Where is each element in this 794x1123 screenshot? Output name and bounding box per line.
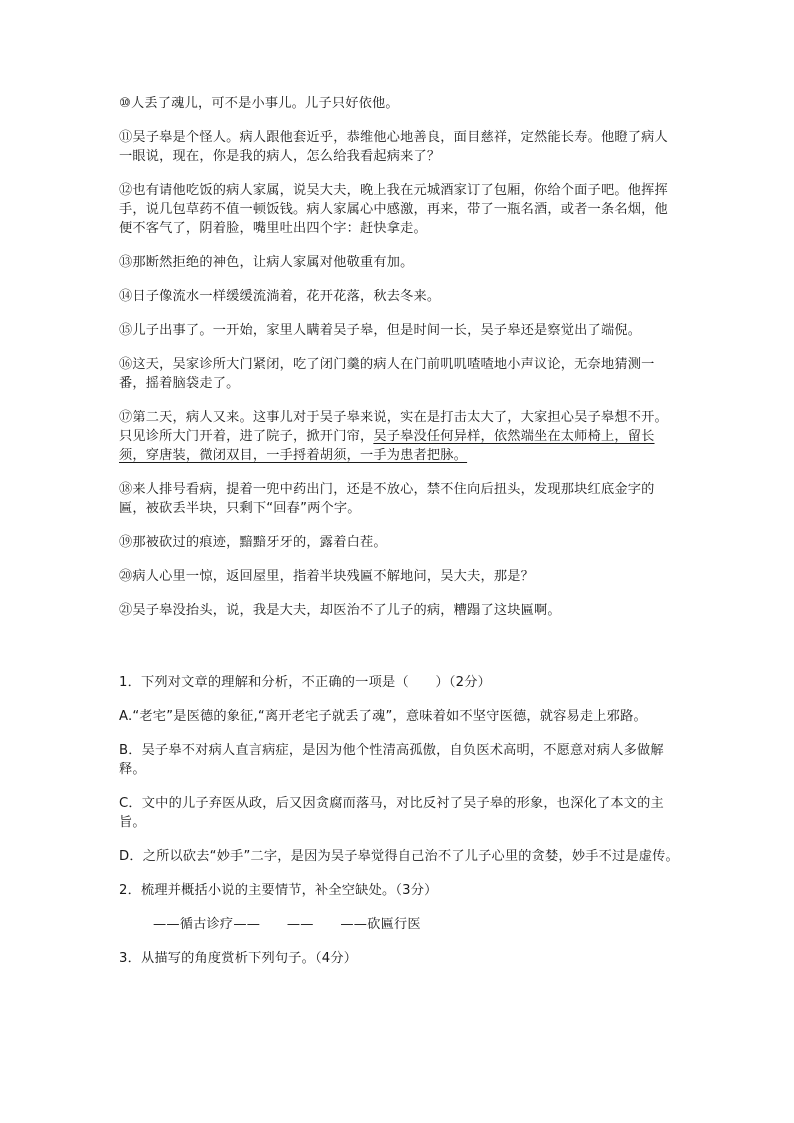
option-a: A.“老宅”是医德的象征,“离开老宅子就丢了魂”，意味着如不坚守医德，就容易走上邪路。 [119,709,647,724]
plot-summary-blanks: ——循古诊疗—— —— ——砍匾行医 [153,917,421,932]
question-1: 1．下列对文章的理解和分析，不正确的一项是（ ）（2分） [119,675,492,690]
paragraph-10: ⑩人丢了魂儿，可不是小事儿。儿子只好依他。 [119,96,399,111]
paragraph-16: ⑯这天，吴家诊所大门紧闭，吃了闭门羹的病人在门前叽叽喳喳地小声议论，无奈地猜测一番，摇着脑袋走了。 [119,357,655,391]
paragraph-12: ⑫也有请他吃饭的病人家属，说吴大夫，晚上我在元城酒家订了包厢，你给个面子吧。他挥挥手，说几包草药不值一顿饭钱。病人家属心中感激，再来，带了一瓶名酒，或者一条名烟，他便不客气了，阴着脸，嘴里吐出四个字：赶快拿走。 [119,183,668,236]
paragraph-20: ⑳病人心里一惊，返回屋里，指着半块残匾不解地问，吴大夫，那是？ [119,569,535,584]
section-gap [119,635,679,673]
question-3: 3．从描写的角度赏析下列句子。（4分） [119,951,358,966]
paragraph-18: ⑱来人排号看病，提着一兜中药出门，还是不放心，禁不住向后扭头，发现那块红底金字的匾，被砍丢半块，只剩下“回春”两个字。 [119,482,655,516]
paragraph-13: ⑬那断然拒绝的神色，让病人家属对他敬重有加。 [119,255,414,270]
paragraph-14: ⑭日子像流水一样缓缓流淌着，花开花落，秋去冬来。 [119,289,441,304]
paragraph-17 [119,408,679,465]
paragraph-21: ㉑吴子皋没抬头，说，我是大夫，却医治不了儿子的病，糟蹋了这块匾啊。 [119,603,561,618]
option-b: B．吴子皋不对病人直言病症，是因为他个性清高孤傲，自负医术高明，不愿意对病人多做解释。 [119,743,664,777]
paragraph-17-plain: ⑰第二天，病人又来。这事儿对于吴子皋来说，实在是打击太大了，大家担心吴子皋想不开。只见诊所大门开着，进了院子，掀开门帘， [119,410,668,444]
option-c: C．文中的儿子弃医从政，后又因贪腐而落马，对比反衬了吴子皋的形象，也深化了本文的主旨。 [119,796,664,830]
paragraph-19: ⑲那被砍过的痕迹，黯黯牙牙的，露着白茬。 [119,535,387,550]
document-page [119,94,679,983]
option-d: D．之所以砍去“妙手”二字，是因为吴子皋觉得自己治不了儿子心里的贪婪，妙手不过是虚传。 [119,849,679,864]
paragraph-11: ⑪吴子皋是个怪人。病人跟他套近乎，恭维他心地善良，面目慈祥，定然能长寿。他瞪了病人一眼说，现在，你是我的病人，怎么给我看起病来了？ [119,130,668,164]
paragraph-17-underlined: 吴子皋没任何异样，依然端坐在太师椅上，留长须，穿唐装，微闭双目，一手捋着胡须，一手为患者把脉。 [119,429,655,463]
paragraph-15: ⑮儿子出事了。一开始，家里人瞒着吴子皋，但是时间一长，吴子皋还是察觉出了端倪。 [119,323,642,338]
question-2: 2．梳理并概括小说的主要情节，补全空缺处。（3分） [119,883,438,898]
